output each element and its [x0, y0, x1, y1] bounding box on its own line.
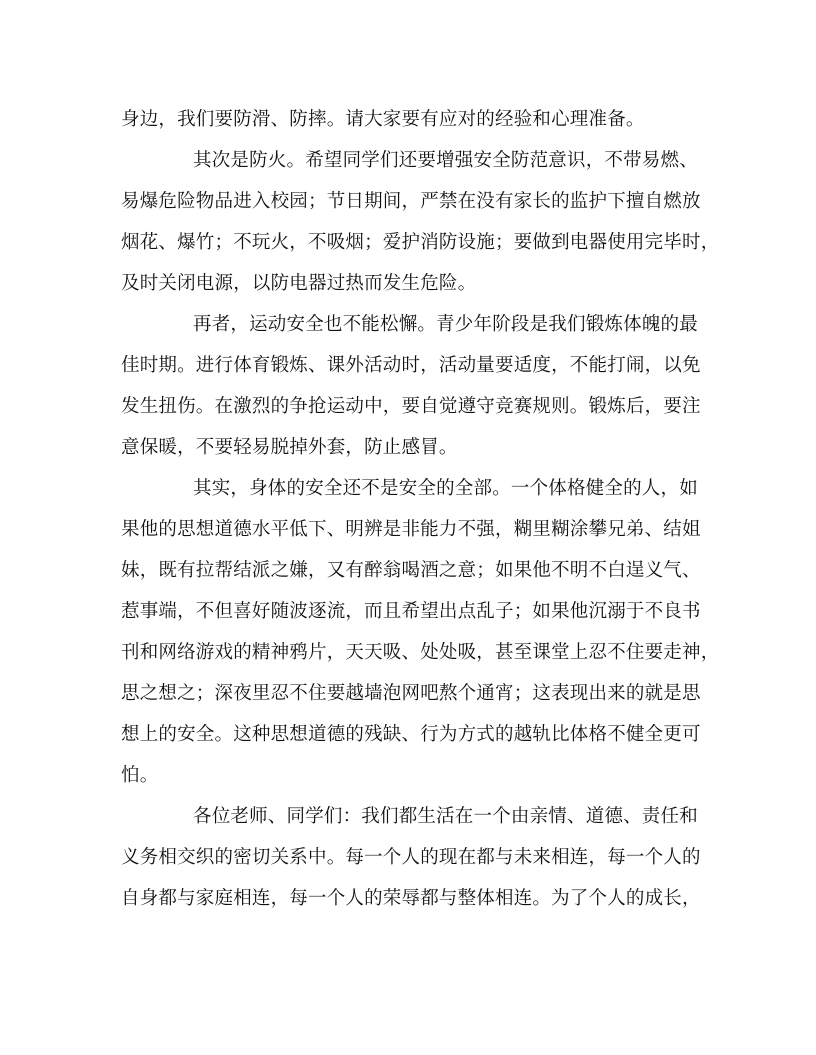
text-line: 再者，运动安全也不能松懈。青少年阶段是我们锻炼体魄的最	[193, 314, 698, 335]
text-line: 其实，身体的安全还不是安全的全部。一个体格健全的人，如	[193, 478, 698, 499]
text-line: 刊和网络游戏的精神鸦片，天天吸、处处吸，甚至课堂上忍不住要走神，	[121, 642, 720, 663]
text-line: 想上的安全。这种思想道德的残缺、行为方式的越轨比体格不健全更可	[121, 724, 701, 745]
text-line: 发生扭伤。在激烈的争抢运动中，要自觉遵守竞赛规则。锻炼后，要注	[121, 396, 701, 417]
text-line: 佳时期。进行体育锻炼、课外活动时，活动量要适度，不能打闹，以免	[121, 355, 701, 376]
text-line: 易爆危险物品进入校园；节日期间，严禁在没有家长的监护下擅自燃放	[121, 191, 701, 212]
text-line: 意保暖，不要轻易脱掉外套，防止感冒。	[121, 437, 458, 458]
text-line: 自身都与家庭相连，每一个人的荣辱都与整体相连。为了个人的成长，	[121, 888, 701, 909]
text-line: 其次是防火。希望同学们还要增强安全防范意识，不带易燃、	[193, 150, 698, 171]
text-line: 果他的思想道德水平低下、明辨是非能力不强，糊里糊涂攀兄弟、结姐	[121, 519, 701, 540]
text-line: 身边，我们要防滑、防摔。请大家要有应对的经验和心理准备。	[121, 109, 645, 130]
text-line: 义务相交织的密切关系中。每一个人的现在都与未来相连，每一个人的	[121, 847, 701, 868]
body-text	[121, 99, 720, 919]
text-line: 及时关闭电源，以防电器过热而发生危险。	[121, 273, 477, 294]
text-line: 惹事端，不但喜好随波逐流，而且希望出点乱子；如果他沉溺于不良书	[121, 601, 701, 622]
text-line: 各位老师、同学们：我们都生活在一个由亲情、道德、责任和	[193, 806, 698, 827]
text-line: 怕。	[121, 765, 159, 786]
text-line: 思之想之；深夜里忍不住要越墙泡网吧熬个通宵；这表现出来的就是思	[121, 683, 701, 704]
text-line: 烟花、爆竹；不玩火，不吸烟；爱护消防设施；要做到电器使用完毕时，	[121, 232, 720, 253]
text-line: 妹，既有拉帮结派之嫌，又有醉翁喝酒之意；如果他不明不白逞义气、	[121, 560, 701, 581]
